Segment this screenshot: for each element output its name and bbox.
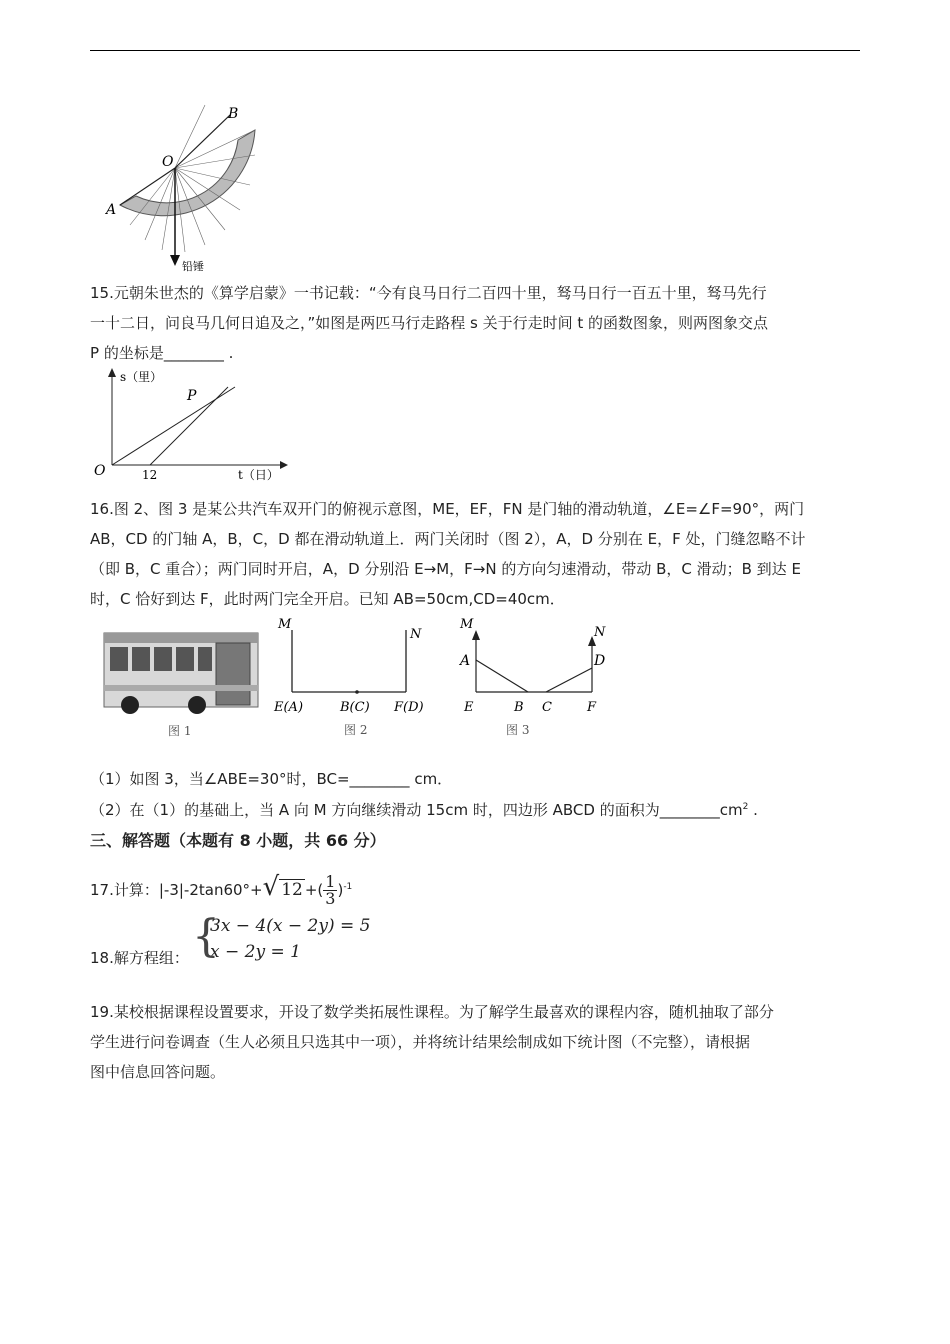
fig2-label-b: B(C) <box>340 700 370 715</box>
door-figure-2 <box>270 612 440 742</box>
fig2-label-e: E(A) <box>274 700 304 715</box>
q15-line-1: 15.元朝朱世杰的《算学启蒙》一书记载：“今有良马日行二百四十里，驽马日行一百五十里，驽马先行 <box>90 284 767 302</box>
q16-sub-2-exponent: 2 <box>742 802 749 812</box>
question-17 <box>90 872 352 907</box>
fig3-label-a: A <box>460 653 471 669</box>
q16-sub-2-text: （2）在（1）的基础上，当 A 向 M 方向继续滑动 15cm 时，四边形 ABCD 的面积为________cm <box>90 801 743 819</box>
q19-line-3: 图中信息回答问题。 <box>90 1063 226 1081</box>
fig3-label-f: F <box>587 700 597 715</box>
question-16 <box>90 494 860 614</box>
caption-fig1: 图 1 <box>168 724 192 738</box>
question-15 <box>90 278 860 368</box>
fig3-label-m: M <box>460 617 474 632</box>
q16-line-2: AB，CD 的门轴 A，B，C，D 都在滑动轨道上．两门关闭时（图 2），A，D 分别在 E，F 处，门缝忽略不计 <box>90 530 806 548</box>
question-18-label: 18.解方程组： <box>90 949 189 967</box>
origin-label: O <box>94 463 106 479</box>
brace-symbol: { <box>192 911 220 962</box>
q19-line-2: 学生进行问卷调查（生人必须且只选其中一项），并将统计结果绘制成如下统计图（不完整），请根据 <box>90 1033 751 1051</box>
q17-prefix: 17.计算：|-3|-2tan60°+ <box>90 881 263 899</box>
section-heading: 三、解答题（本题有 8 小题，共 66 分） <box>90 831 386 850</box>
fig3-label-c: C <box>542 700 552 715</box>
q15-line-2: 一十二日，问良马几何日追及之，”如图是两匹马行走路程 s 关于行走时间 t 的函数图象，则两图象交点 <box>90 314 769 332</box>
equation-2: x − 2y = 1 <box>210 942 301 962</box>
q17-numerator: 1 <box>325 872 336 891</box>
fig2-label-f: F(D) <box>394 700 424 715</box>
question-16-subparts <box>90 765 860 824</box>
q17-fraction <box>323 874 337 907</box>
header-rule <box>90 50 860 51</box>
protractor-figure <box>100 100 270 275</box>
y-axis-label: s（里） <box>120 370 163 384</box>
fig3-label-d: D <box>594 653 606 669</box>
q16-line-4: 时，C 恰好到达 F，此时两门完全开启。已知 AB=50cm,CD=40cm． <box>90 590 565 608</box>
q17-exponent: -1 <box>343 882 353 892</box>
q16-sub-2-end: . <box>748 801 758 819</box>
fig3-label-e: E <box>464 700 474 715</box>
fig2-label-m: M <box>278 617 292 632</box>
q17-denominator: 3 <box>325 889 336 908</box>
distance-time-graph <box>90 365 290 487</box>
door-figure-3 <box>450 612 620 742</box>
caption-fig3: 图 3 <box>506 723 530 737</box>
equation-1: 3x − 4(x − 2y) = 5 <box>210 916 371 936</box>
question-19 <box>90 997 860 1087</box>
label-o: O <box>162 154 174 170</box>
q16-line-3: （即 B，C 重合）；两门同时开启，A，D 分别沿 E→M，F→N 的方向匀速滑动，带动 B，C 滑动；B 到达 E <box>90 560 801 578</box>
equation-system <box>192 911 371 965</box>
caption-fig2: 图 2 <box>344 723 368 737</box>
point-p-label: P <box>187 388 197 404</box>
label-b: B <box>228 106 239 122</box>
fig3-label-b: B <box>514 700 524 715</box>
q17-close: ) <box>337 881 344 899</box>
q19-line-1: 19.某校根据课程设置要求，开设了数学类拓展性课程。为了解学生最喜欢的课程内容，随机抽取了部分 <box>90 1003 774 1021</box>
fig2-label-n: N <box>410 627 422 642</box>
bus-photo <box>102 615 262 745</box>
q16-sub-2 <box>90 793 860 824</box>
q16-sub-1: （1）如图 3，当∠ABE=30°时，BC=________ cm． <box>90 770 453 788</box>
plumb-label: 铅锤 <box>182 260 204 273</box>
tick-12-label: 12 <box>142 468 158 482</box>
sqrt-symbol: √ <box>262 872 280 902</box>
q17-plus: +( <box>304 881 324 899</box>
label-a: A <box>106 202 117 218</box>
q15-line-3: P 的坐标是________ . <box>90 344 234 362</box>
fig3-label-n: N <box>594 625 606 640</box>
q17-radicand: 12 <box>281 880 303 900</box>
x-axis-label: t（日） <box>238 468 279 482</box>
q16-line-1: 16.图 2、图 3 是某公共汽车双开门的俯视示意图，ME，EF，FN 是门轴的滑动轨道，∠E=∠F=90°，两门 <box>90 500 805 518</box>
